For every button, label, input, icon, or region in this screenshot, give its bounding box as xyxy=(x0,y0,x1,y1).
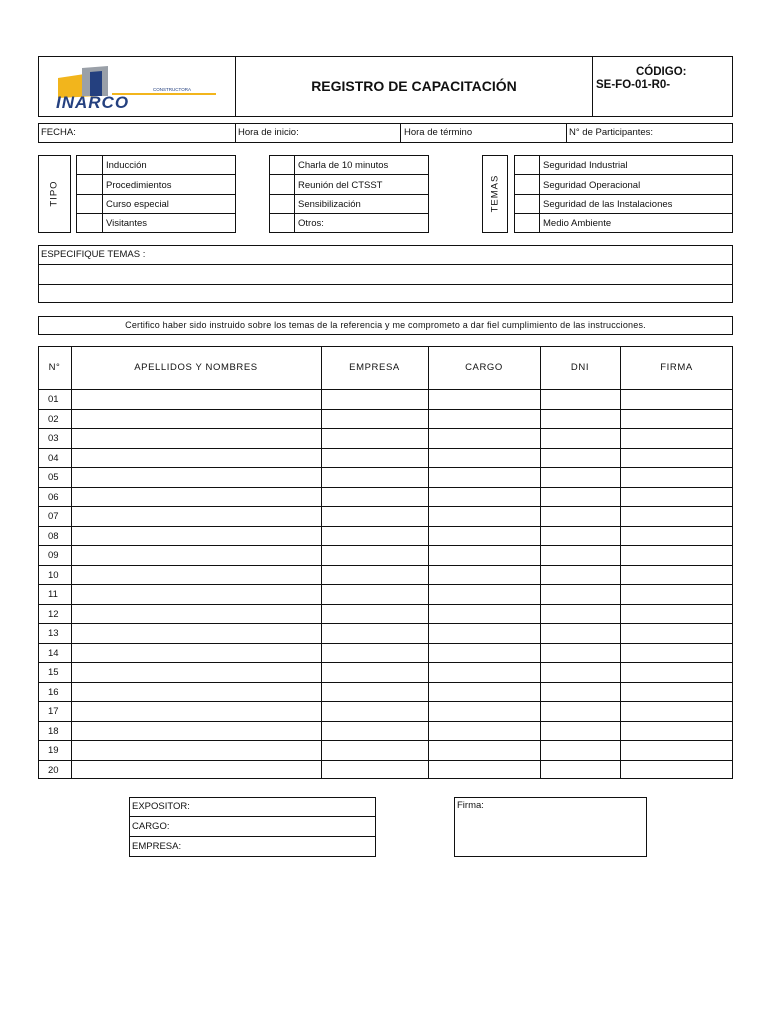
header-firma: FIRMA xyxy=(660,362,693,373)
table-row[interactable] xyxy=(38,701,733,721)
row-number: 08 xyxy=(48,530,59,542)
firma-label: Firma: xyxy=(457,800,484,811)
hora-inicio-field[interactable]: Hora de inicio: xyxy=(238,127,299,138)
table-row[interactable] xyxy=(38,565,733,585)
row-number: 05 xyxy=(48,472,59,483)
participantes-field[interactable]: N° de Participantes: xyxy=(569,127,654,138)
tema-seguridad-operacional: Seguridad Operacional xyxy=(543,180,641,191)
table-row[interactable] xyxy=(38,740,733,760)
row-number: 06 xyxy=(48,491,59,503)
tema-seguridad-industrial: Seguridad Industrial xyxy=(543,160,628,171)
header-divider xyxy=(592,56,593,117)
checkbox-induccion[interactable] xyxy=(77,156,101,174)
table-row[interactable] xyxy=(38,682,733,702)
info-divider xyxy=(400,123,401,143)
table-row[interactable] xyxy=(38,409,733,429)
table-row[interactable] xyxy=(38,604,733,624)
checkbox-reunion-ctsst[interactable] xyxy=(270,175,293,193)
option-reunion-ctsst: Reunión del CTSST xyxy=(298,180,383,191)
checkbox-curso-especial[interactable] xyxy=(77,195,101,213)
row-number: 03 xyxy=(48,433,59,444)
temas-label: TEMAS xyxy=(489,174,501,213)
expositor-line xyxy=(129,836,376,837)
checkbox-charla[interactable] xyxy=(270,156,293,174)
logo-text: INARCO xyxy=(56,93,130,112)
option-visitantes: Visitantes xyxy=(106,218,148,229)
fecha-field[interactable]: FECHA: xyxy=(41,127,76,138)
table-row[interactable] xyxy=(38,623,733,643)
row-number: 11 xyxy=(48,589,58,600)
logo-graphic xyxy=(52,66,220,112)
checkbox-seguridad-industrial[interactable] xyxy=(515,156,538,174)
header-numero: N° xyxy=(48,362,61,373)
row-number: 07 xyxy=(48,511,59,522)
row-number: 10 xyxy=(48,569,59,581)
row-number: 16 xyxy=(48,686,59,698)
row-number: 13 xyxy=(48,628,59,639)
table-row[interactable] xyxy=(38,506,733,526)
table-row[interactable] xyxy=(38,584,733,604)
codigo-label: CÓDIGO: xyxy=(636,66,687,78)
row-number: 20 xyxy=(48,764,59,776)
row-number: 18 xyxy=(48,725,59,737)
option-curso-especial: Curso especial xyxy=(106,199,169,210)
checkbox-sensibilizacion[interactable] xyxy=(270,195,293,213)
row-number: 17 xyxy=(48,706,59,717)
info-divider xyxy=(235,123,236,143)
table-row[interactable] xyxy=(38,428,733,448)
expositor-line xyxy=(129,816,376,817)
tema-medio-ambiente: Medio Ambiente xyxy=(543,218,612,229)
info-divider xyxy=(566,123,567,143)
checkbox-seguridad-instalaciones[interactable] xyxy=(515,195,538,213)
header-apellidos-nombres: APELLIDOS Y NOMBRES xyxy=(134,362,258,373)
option-sensibilizacion: Sensibilización xyxy=(298,199,361,210)
row-number: 12 xyxy=(48,608,59,620)
certifico-text: Certifico haber sido instruido sobre los temas de la referencia y me comprometo a dar fiel cumplimiento de las instrucciones. xyxy=(125,320,646,330)
especifique-label: ESPECIFIQUE TEMAS : xyxy=(41,249,146,260)
row-number: 15 xyxy=(48,667,59,678)
table-row[interactable] xyxy=(38,545,733,565)
expositor-field[interactable]: EXPOSITOR: xyxy=(132,801,190,812)
header-cargo: CARGO xyxy=(465,362,503,373)
header-dni: DNI xyxy=(570,362,590,373)
expositor-empresa-field[interactable]: EMPRESA: xyxy=(132,841,182,852)
codigo-value[interactable]: SE-FO-01-R0- xyxy=(596,79,671,91)
inarco-logo xyxy=(52,66,220,112)
checkbox-procedimientos[interactable] xyxy=(77,175,101,193)
table-row[interactable] xyxy=(38,487,733,507)
table-row[interactable] xyxy=(38,526,733,546)
table-row[interactable] xyxy=(38,467,733,487)
table-row[interactable] xyxy=(38,662,733,682)
logo-subtext: CONSTRUCTORA xyxy=(153,87,191,92)
option-induccion: Inducción xyxy=(106,160,147,171)
tipo-label: TIPO xyxy=(48,180,60,207)
table-row[interactable] xyxy=(38,448,733,468)
hora-termino-field[interactable]: Hora de término xyxy=(404,127,473,138)
checkbox-otros[interactable] xyxy=(270,214,293,232)
row-number: 09 xyxy=(48,550,59,561)
row-number: 02 xyxy=(48,413,59,425)
checkbox-visitantes[interactable] xyxy=(77,214,101,232)
page-title: REGISTRO DE CAPACITACIÓN xyxy=(311,78,517,94)
table-row[interactable] xyxy=(38,389,733,409)
header-empresa: EMPRESA xyxy=(349,362,400,373)
row-number: 04 xyxy=(48,452,59,464)
row-number: 01 xyxy=(48,394,59,405)
checkbox-seguridad-operacional[interactable] xyxy=(515,175,538,193)
checkbox-medio-ambiente[interactable] xyxy=(515,214,538,232)
option-otros[interactable]: Otros: xyxy=(298,218,324,229)
tema-seguridad-instalaciones: Seguridad de las Instalaciones xyxy=(543,199,673,210)
option-procedimientos: Procedimientos xyxy=(106,180,172,191)
expositor-cargo-field[interactable]: CARGO: xyxy=(132,821,170,832)
tipo-col2-rowline xyxy=(269,213,429,233)
row-number: 14 xyxy=(48,647,59,659)
especifique-input-2[interactable] xyxy=(39,285,732,302)
especifique-input-1[interactable] xyxy=(39,265,732,283)
row-number: 19 xyxy=(48,745,59,756)
table-row[interactable] xyxy=(38,643,733,663)
table-row[interactable] xyxy=(38,760,733,780)
table-row[interactable] xyxy=(38,721,733,741)
option-charla: Charla de 10 minutos xyxy=(298,160,389,171)
